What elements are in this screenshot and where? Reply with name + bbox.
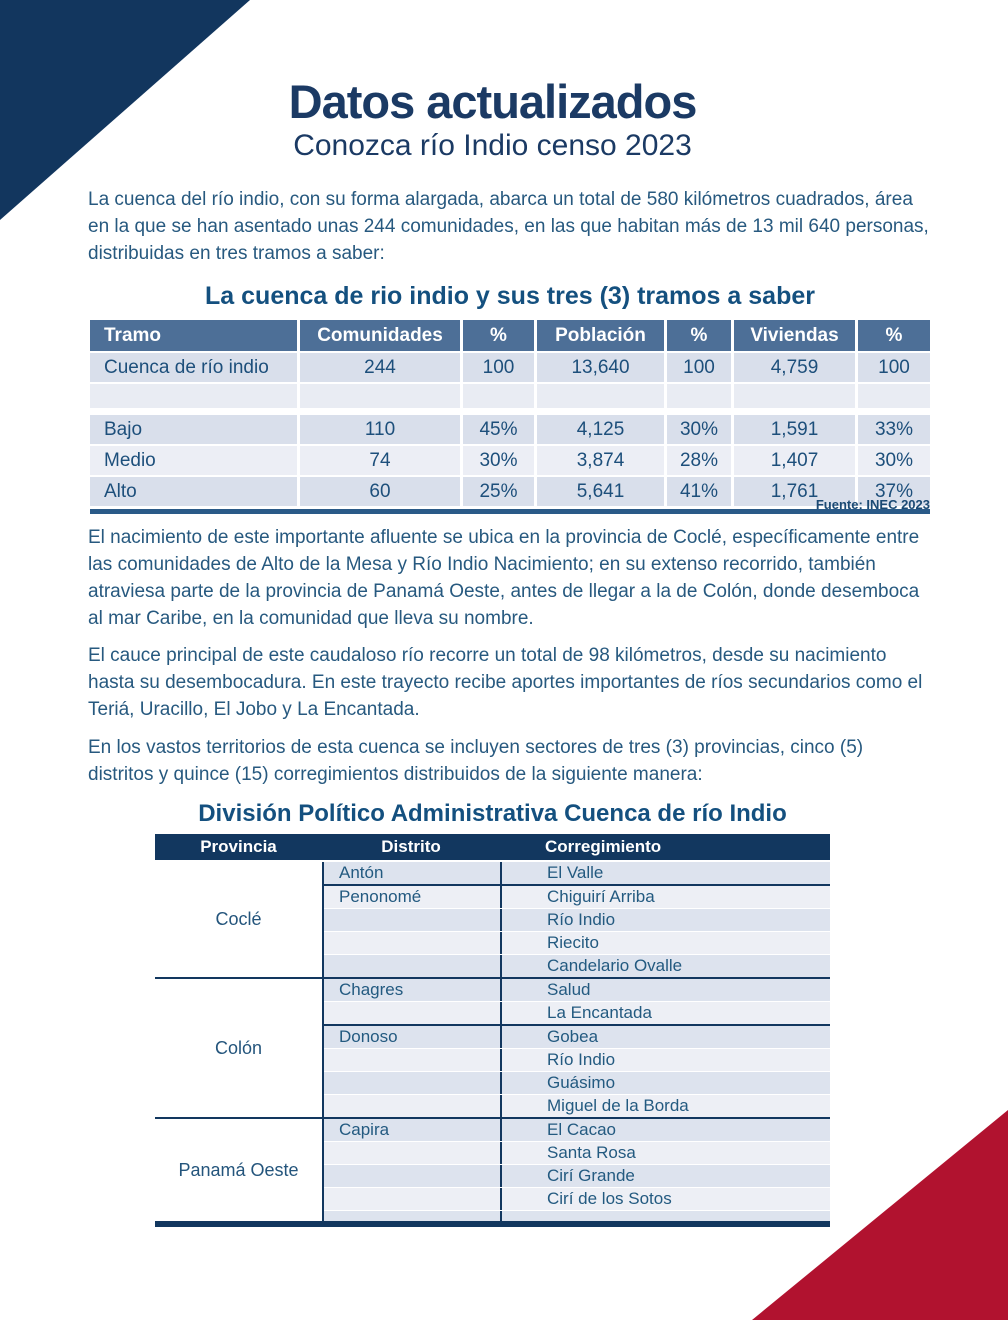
corregimiento-cell: Santa Rosa — [500, 1142, 830, 1164]
corregimiento-cell: Cirí de los Sotos — [500, 1188, 830, 1210]
cell: 1,761 — [734, 477, 855, 506]
province-label: Coclé — [155, 862, 322, 977]
table-row — [324, 931, 830, 954]
census-table — [90, 320, 930, 514]
header-cell-poblacion: Población — [537, 320, 664, 351]
table-row — [324, 979, 830, 1001]
distrito-cell — [324, 1002, 500, 1024]
distrito-cell — [324, 932, 500, 954]
table-row — [324, 1024, 830, 1048]
header-cell-corregimiento: Corregimiento — [545, 837, 662, 856]
source-note: Fuente: INEC 2023 — [815, 497, 930, 512]
distrito-cell: Penonomé — [324, 886, 500, 908]
cell: 1,407 — [734, 446, 855, 475]
cell: 41% — [667, 477, 731, 506]
paragraph-cauce: El cauce principal de este caudaloso río recorre un total de 98 kilómetros, desde su nacimiento hasta su desembocadura. En este trayecto recibe aportes importantes de ríos secundarios como el Teriá, Uracillo, El Jobo y La Encantada. — [88, 645, 923, 720]
paragraph-nacimiento: El nacimiento de este importante afluente se ubica en la provincia de Coclé, específicamente entre las comunidades de Alto de la Mesa y Río Indio Nacimiento; en su extenso recorrido, también atraviesa parte de la provincia de Panamá Oeste, antes de llegar a la de Colón, donde desemboca al mar Caribe, en la comunidad que lleva su nombre. — [88, 527, 920, 629]
cell: 13,640 — [537, 353, 664, 382]
distrito-cell: Antón — [324, 862, 500, 884]
header-cell-viviendas: Viviendas — [734, 320, 855, 351]
table-row-empty — [324, 1210, 830, 1221]
corregimiento-cell: Río Indio — [500, 909, 830, 931]
table-row-bajo — [90, 415, 930, 444]
table-row — [324, 954, 830, 977]
cell: Medio — [90, 446, 297, 475]
table-row-cuenca — [90, 353, 930, 382]
cell: 110 — [300, 415, 460, 444]
cell: 30% — [667, 415, 731, 444]
table-row — [324, 1141, 830, 1164]
province-label: Colón — [155, 979, 322, 1117]
admin-table-header-row — [155, 834, 830, 860]
distrito-cell — [324, 1095, 500, 1117]
cell: 33% — [858, 415, 930, 444]
table-row-medio — [90, 446, 930, 475]
cell: Cuenca de río indio — [90, 353, 297, 382]
census-table-header-row — [90, 320, 930, 351]
table-row — [324, 1001, 830, 1024]
cell: 30% — [858, 446, 930, 475]
corregimiento-cell: Gobea — [500, 1026, 830, 1048]
census-table-title: La cuenca de rio indio y sus tres (3) tramos a saber — [205, 282, 815, 310]
corregimiento-cell: El Valle — [500, 862, 830, 884]
cell: 1,591 — [734, 415, 855, 444]
intro-paragraph: La cuenca del río indio, con su forma alargada, abarca un total de 580 kilómetros cuadrados, área en la que se han asentado unas 244 comunidades, en las que habitan más de 13 mil 640 personas, distribuidas en tres tramos a saber: — [88, 189, 929, 264]
province-group-panama-oeste — [155, 1117, 830, 1221]
table-row-empty — [90, 384, 930, 408]
corregimiento-cell: Candelario Ovalle — [500, 955, 830, 977]
table-row — [324, 884, 830, 908]
corregimiento-cell: El Cacao — [500, 1119, 830, 1141]
page-subtitle: Conozca río Indio censo 2023 — [293, 129, 692, 162]
header-cell-provincia: Provincia — [200, 837, 277, 856]
distrito-cell — [324, 1165, 500, 1187]
corregimiento-cell: Miguel de la Borda — [500, 1095, 830, 1117]
paragraph-territorios: En los vastos territorios de esta cuenca se incluyen sectores de tres (3) provincias, cinco (5) distritos y quince (15) corregimientos distribuidos de la siguiente manera: — [88, 737, 864, 785]
distrito-cell — [324, 1142, 500, 1164]
cell: 45% — [463, 415, 534, 444]
header-cell-pct3: % — [858, 320, 930, 351]
corregimiento-cell: Riecito — [500, 932, 830, 954]
corregimiento-cell: Chiguirí Arriba — [500, 886, 830, 908]
distrito-cell — [324, 909, 500, 931]
corregimiento-cell: Río Indio — [500, 1049, 830, 1071]
cell: 100 — [667, 353, 731, 382]
header-cell-tramo: Tramo — [90, 320, 297, 351]
distrito-cell — [324, 955, 500, 977]
province-label: Panamá Oeste — [155, 1119, 322, 1221]
header-cell-comunidades: Comunidades — [300, 320, 460, 351]
corregimiento-cell: Salud — [500, 979, 830, 1001]
cell: 74 — [300, 446, 460, 475]
admin-table — [155, 834, 830, 1227]
cell: 100 — [858, 353, 930, 382]
province-group-cocle — [155, 862, 830, 977]
distrito-cell — [324, 1072, 500, 1094]
admin-table-title: División Político Administrativa Cuenca de río Indio — [198, 800, 787, 827]
cell: 28% — [667, 446, 731, 475]
table-row — [324, 862, 830, 884]
distrito-cell: Chagres — [324, 979, 500, 1001]
cell: 60 — [300, 477, 460, 506]
table-row — [324, 1164, 830, 1187]
cell: 5,641 — [537, 477, 664, 506]
page-title: Datos actualizados — [288, 75, 697, 128]
distrito-cell: Capira — [324, 1119, 500, 1141]
table-row — [324, 908, 830, 931]
table-row — [324, 1119, 830, 1141]
cell: Alto — [90, 477, 297, 506]
corregimiento-cell: Guásimo — [500, 1072, 830, 1094]
cell: 4,125 — [537, 415, 664, 444]
cell: 25% — [463, 477, 534, 506]
corregimiento-cell: La Encantada — [500, 1002, 830, 1024]
table-row — [324, 1048, 830, 1071]
cell: Bajo — [90, 415, 297, 444]
table-row — [324, 1071, 830, 1094]
cell: 100 — [463, 353, 534, 382]
cell: 244 — [300, 353, 460, 382]
cell: 4,759 — [734, 353, 855, 382]
distrito-cell: Donoso — [324, 1026, 500, 1048]
table-bottom-rule — [155, 1221, 830, 1227]
header-cell-pct2: % — [667, 320, 731, 351]
distrito-cell — [324, 1049, 500, 1071]
table-row — [324, 1094, 830, 1117]
cell: 3,874 — [537, 446, 664, 475]
header-cell-distrito: Distrito — [381, 837, 441, 856]
header-cell-pct1: % — [463, 320, 534, 351]
table-row — [324, 1187, 830, 1210]
province-group-colon — [155, 977, 830, 1117]
cell: 37% — [858, 477, 930, 506]
distrito-cell — [324, 1188, 500, 1210]
cell: 30% — [463, 446, 534, 475]
corregimiento-cell: Cirí Grande — [500, 1165, 830, 1187]
